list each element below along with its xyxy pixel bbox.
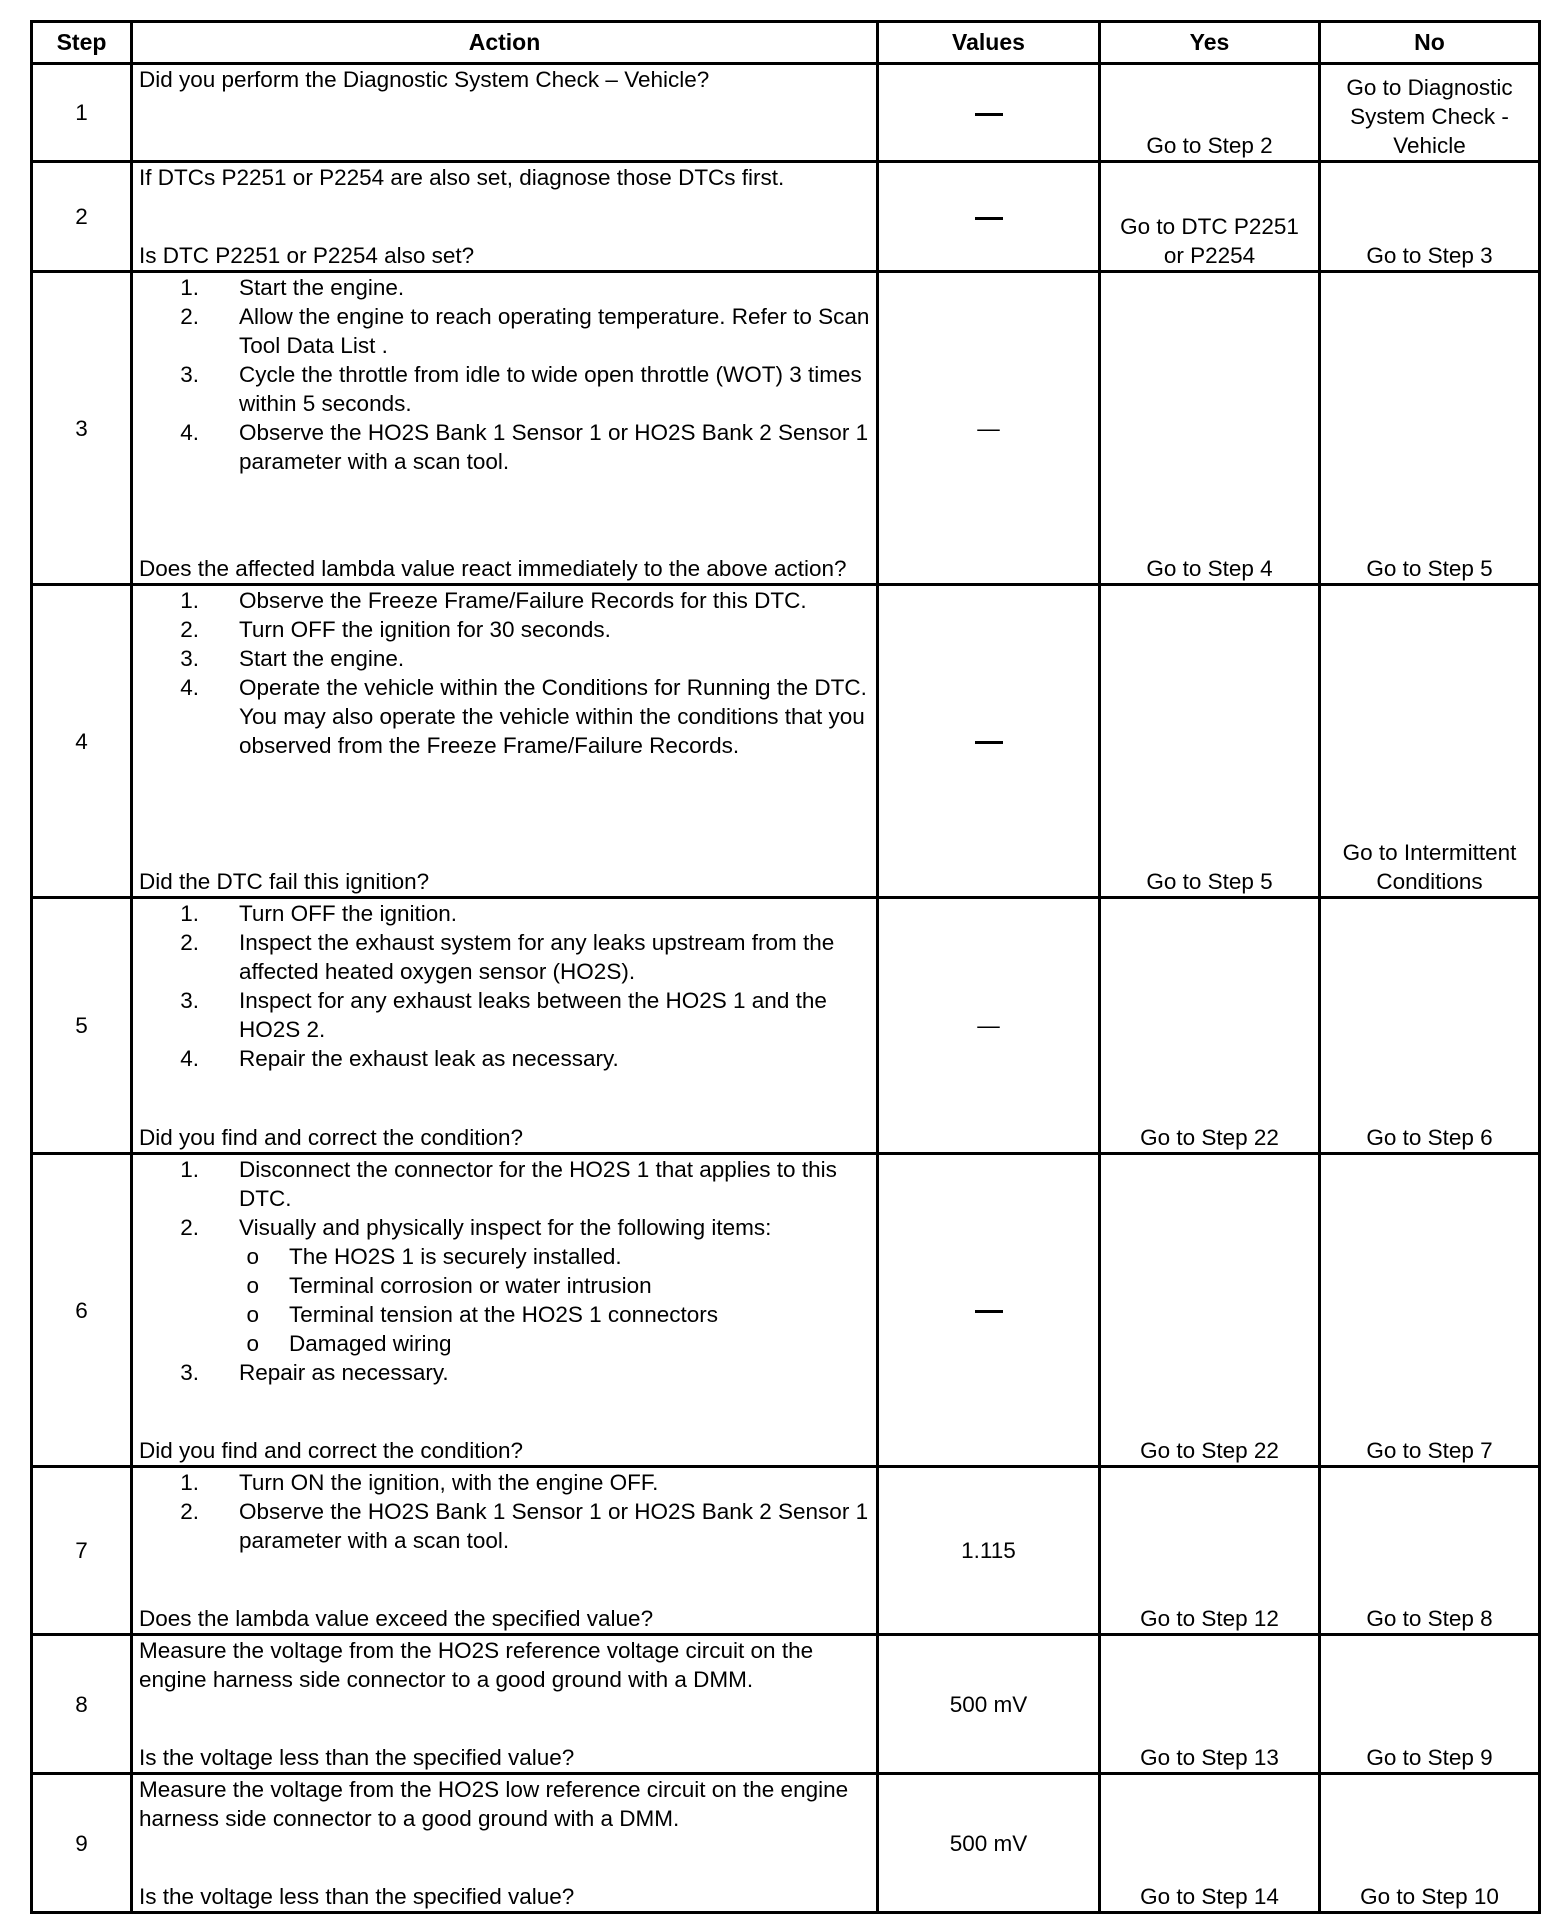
value-cell — [878, 64, 1100, 162]
list-item: 1. Disconnect the connector for the HO2S 1 that applies to this DTC. — [180, 1157, 837, 1211]
dash-mark — [975, 217, 1003, 220]
value-cell — [878, 585, 1100, 898]
yes-cell: Go to Step 13 — [1100, 1635, 1320, 1774]
action-question: Is the voltage less than the specified value? — [139, 1884, 575, 1909]
dash-mark — [975, 741, 1003, 744]
step-number: 1 — [32, 64, 132, 162]
action-cell — [132, 64, 878, 162]
action-cell — [132, 1154, 878, 1467]
list-item: 4. Repair the exhaust leak as necessary. — [180, 1046, 619, 1071]
value-cell: — — [878, 898, 1100, 1154]
table-row — [32, 272, 1540, 585]
action-question: Did you find and correct the condition? — [139, 1438, 523, 1463]
no-cell: Go to Step 6 — [1320, 898, 1540, 1154]
value-cell: 500 mV — [878, 1774, 1100, 1913]
inspection-subitems — [139, 1242, 870, 1358]
header-action: Action — [132, 22, 878, 64]
dash-mark — [975, 1310, 1003, 1313]
list-item: 2. Allow the engine to reach operating temperature. Refer to Scan Tool Data List . — [180, 304, 870, 358]
action-cell — [132, 1774, 878, 1913]
no-cell: Go to Step 3 — [1320, 162, 1540, 272]
action-question: Is the voltage less than the specified value? — [139, 1745, 575, 1770]
list-item: 1. Turn ON the ignition, with the engine OFF. — [180, 1470, 659, 1495]
action-cell — [132, 162, 878, 272]
step-number: 2 — [32, 162, 132, 272]
yes-cell: Go to Step 14 — [1100, 1774, 1320, 1913]
dash-mark — [975, 113, 1003, 116]
table-row — [32, 1154, 1540, 1467]
action-text: Did you perform the Diagnostic System Check – Vehicle? — [139, 67, 710, 92]
action-text: Measure the voltage from the HO2S reference voltage circuit on the engine harness side connector to a good ground with a DMM. — [139, 1638, 814, 1692]
table-row — [32, 1774, 1540, 1913]
value-cell: 1.115 — [878, 1467, 1100, 1635]
step-number: 3 — [32, 272, 132, 585]
no-cell: Go to Step 10 — [1320, 1774, 1540, 1913]
list-item: 1. Start the engine. — [180, 275, 405, 300]
list-item: o Terminal tension at the HO2S 1 connectors — [246, 1302, 718, 1327]
action-cell — [132, 1467, 878, 1635]
list-item: 4. Operate the vehicle within the Conditions for Running the DTC. You may also operate the vehicle within the conditions that you observed from the Freeze Frame/Failure Records. — [180, 675, 867, 758]
yes-cell: Go to Step 22 — [1100, 898, 1320, 1154]
action-question: Did the DTC fail this ignition? — [139, 869, 430, 894]
table-row — [32, 162, 1540, 272]
action-steps — [139, 1468, 870, 1555]
list-item: 2. Inspect the exhaust system for any leaks upstream from the affected heated oxygen sensor (HO2S). — [180, 930, 835, 984]
header-yes: Yes — [1100, 22, 1320, 64]
table-row — [32, 1635, 1540, 1774]
list-item: 3. Start the engine. — [180, 646, 405, 671]
value-cell: 500 mV — [878, 1635, 1100, 1774]
yes-cell: Go to Step 22 — [1100, 1154, 1320, 1467]
list-item: 4. Observe the HO2S Bank 1 Sensor 1 or HO2S Bank 2 Sensor 1 parameter with a scan tool. — [180, 420, 869, 474]
action-question: Is DTC P2251 or P2254 also set? — [139, 243, 475, 268]
header-values: Values — [878, 22, 1100, 64]
step-number: 9 — [32, 1774, 132, 1913]
action-steps — [139, 273, 870, 476]
action-question: Does the lambda value exceed the specified value? — [139, 1606, 654, 1631]
no-cell: Go to Step 8 — [1320, 1467, 1540, 1635]
step-number: 5 — [32, 898, 132, 1154]
no-cell: Go to Step 9 — [1320, 1635, 1540, 1774]
header-no: No — [1320, 22, 1540, 64]
yes-cell: Go to Step 2 — [1100, 64, 1320, 162]
list-item: o Damaged wiring — [246, 1331, 452, 1356]
action-cell — [132, 272, 878, 585]
no-cell: Go to Step 7 — [1320, 1154, 1540, 1467]
action-steps — [139, 1155, 870, 1242]
list-item: 1. Turn OFF the ignition. — [180, 901, 458, 926]
list-item: 1. Observe the Freeze Frame/Failure Records for this DTC. — [180, 588, 807, 613]
list-item: 3. Cycle the throttle from idle to wide open throttle (WOT) 3 times within 5 seconds. — [180, 362, 862, 416]
yes-cell: Go to Step 5 — [1100, 585, 1320, 898]
value-cell — [878, 162, 1100, 272]
action-question: Did you find and correct the condition? — [139, 1125, 523, 1150]
list-item: 2. Turn OFF the ignition for 30 seconds. — [180, 617, 611, 642]
table-row — [32, 1467, 1540, 1635]
list-item: o Terminal corrosion or water intrusion — [246, 1273, 652, 1298]
yes-cell: Go to Step 12 — [1100, 1467, 1320, 1635]
value-cell: — — [878, 272, 1100, 585]
header-step: Step — [32, 22, 132, 64]
action-cell — [132, 898, 878, 1154]
no-cell: Go to Step 5 — [1320, 272, 1540, 585]
step-number: 8 — [32, 1635, 132, 1774]
diagnostic-table — [30, 20, 1541, 1914]
table-row — [32, 898, 1540, 1154]
list-item: 3. Repair as necessary. — [180, 1360, 449, 1385]
step-number: 4 — [32, 585, 132, 898]
table-row — [32, 585, 1540, 898]
no-cell: Go to Intermittent Conditions — [1320, 585, 1540, 898]
header-row — [32, 22, 1540, 64]
yes-cell: Go to Step 4 — [1100, 272, 1320, 585]
action-cell — [132, 585, 878, 898]
action-text: Measure the voltage from the HO2S low reference circuit on the engine harness side connector to a good ground with a DMM. — [139, 1777, 849, 1831]
action-cell — [132, 1635, 878, 1774]
list-item: 2. Visually and physically inspect for the following items: — [180, 1215, 772, 1240]
action-text: If DTCs P2251 or P2254 are also set, diagnose those DTCs first. — [139, 165, 785, 190]
action-steps — [139, 1358, 870, 1387]
list-item: 3. Inspect for any exhaust leaks between the HO2S 1 and the HO2S 2. — [180, 988, 827, 1042]
step-number: 7 — [32, 1467, 132, 1635]
yes-cell: Go to DTC P2251 or P2254 — [1100, 162, 1320, 272]
table-row — [32, 64, 1540, 162]
value-cell — [878, 1154, 1100, 1467]
step-number: 6 — [32, 1154, 132, 1467]
action-steps — [139, 899, 870, 1073]
no-cell: Go to Diagnostic System Check - Vehicle — [1320, 64, 1540, 162]
list-item: o The HO2S 1 is securely installed. — [246, 1244, 622, 1269]
list-item: 2. Observe the HO2S Bank 1 Sensor 1 or HO2S Bank 2 Sensor 1 parameter with a scan tool. — [180, 1499, 869, 1553]
action-steps — [139, 586, 870, 760]
action-question: Does the affected lambda value react immediately to the above action? — [139, 556, 847, 581]
